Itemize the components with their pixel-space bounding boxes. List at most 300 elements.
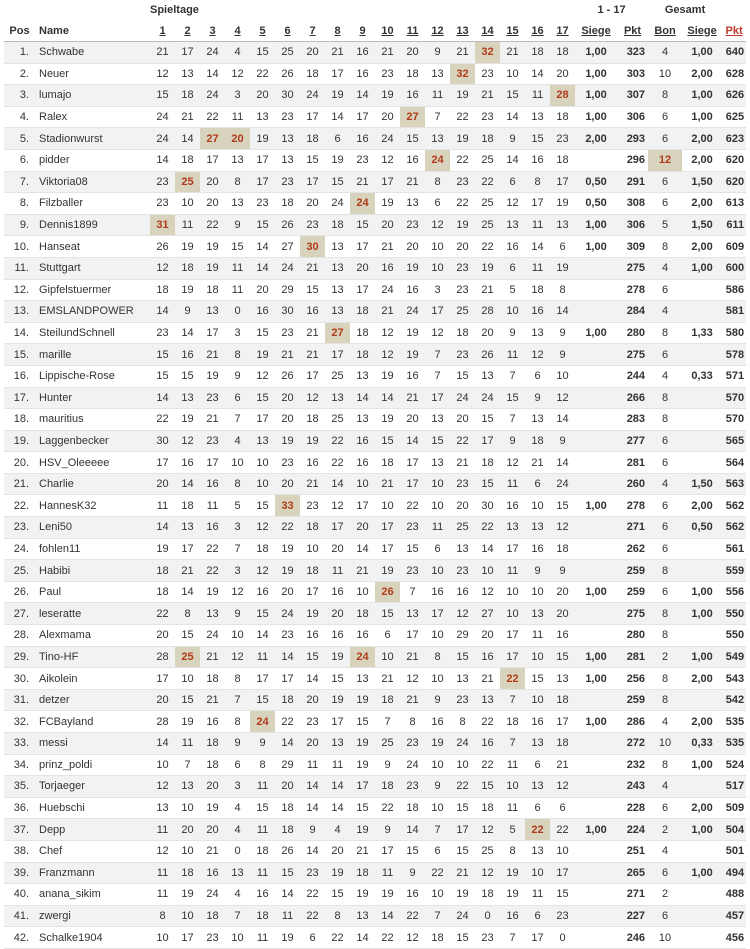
day-score-cell: 13	[550, 668, 575, 690]
day-score-cell: 20	[175, 819, 200, 841]
day-score-cell: 17	[450, 819, 475, 841]
total-points-cell: 600	[722, 257, 746, 279]
siege-total-cell: 1,00	[682, 603, 722, 625]
player-name-cell: Schalke1904	[35, 927, 150, 949]
day-score-cell: 21	[375, 236, 400, 258]
table-row	[4, 473, 746, 495]
day-score-cell: 14	[300, 668, 325, 690]
points-cell: 244	[617, 365, 648, 387]
day-score-cell: 8	[525, 171, 550, 193]
position-cell: 27.	[4, 603, 35, 625]
day-score-cell: 18	[500, 711, 525, 733]
points-cell: 306	[617, 106, 648, 128]
day-score-cell: 7	[175, 754, 200, 776]
day-score-cell: 24	[450, 905, 475, 927]
total-points-cell: 611	[722, 214, 746, 236]
day-score-cell: 10	[250, 473, 275, 495]
day-score-cell: 18	[300, 63, 325, 85]
day-score-cell: 12	[150, 840, 175, 862]
day-score-cell: 14	[250, 257, 275, 279]
day-score-cell: 18	[425, 927, 450, 949]
day-score-cell: 16	[350, 42, 375, 64]
table-row	[4, 301, 746, 323]
day-score-cell: 10	[525, 689, 550, 711]
day-score-cell: 20	[200, 171, 225, 193]
day-score-cell: 18	[525, 279, 550, 301]
player-name-cell: Alexmama	[35, 625, 150, 647]
day-score-cell: 20	[400, 409, 425, 431]
day-score-cell: 19	[275, 560, 300, 582]
day-score-cell: 16	[200, 517, 225, 539]
day-score-cell: 24	[550, 473, 575, 495]
day-score-cell: 17	[325, 344, 350, 366]
day-score-cell: 23	[275, 625, 300, 647]
day-score-cell: 9	[425, 689, 450, 711]
day-score-cell: 15	[300, 646, 325, 668]
day-score-cell: 17	[350, 236, 375, 258]
day-score-cell: 14	[325, 776, 350, 798]
day-score-cell: 15	[250, 495, 275, 517]
siege-cell	[575, 430, 617, 452]
day-score-cell: 25	[175, 171, 200, 193]
day-score-cell: 15	[325, 884, 350, 906]
day-score-cell: 28	[150, 711, 175, 733]
points-cell: 275	[617, 344, 648, 366]
day-score-cell: 17	[375, 171, 400, 193]
day-score-cell: 9	[225, 603, 250, 625]
player-name-cell: marille	[35, 344, 150, 366]
day-score-cell: 15	[250, 214, 275, 236]
day-score-cell: 20	[275, 581, 300, 603]
siege-cell: 1,00	[575, 581, 617, 603]
day-score-cell: 19	[325, 646, 350, 668]
position-cell: 10.	[4, 236, 35, 258]
day-score-cell: 20	[200, 193, 225, 215]
day-score-cell: 17	[350, 279, 375, 301]
day-score-cell: 22	[400, 495, 425, 517]
day-score-cell: 7	[500, 365, 525, 387]
day-score-cell: 23	[450, 279, 475, 301]
table-row	[4, 193, 746, 215]
day-score-cell: 27	[475, 603, 500, 625]
day-score-cell: 22	[500, 668, 525, 690]
day-score-cell: 31	[150, 214, 175, 236]
day-score-cell: 30	[475, 495, 500, 517]
day-score-cell: 23	[300, 214, 325, 236]
table-row	[4, 495, 746, 517]
day-score-cell: 29	[275, 279, 300, 301]
day-score-cell: 22	[275, 711, 300, 733]
siege-total-cell: 2,00	[682, 711, 722, 733]
day-score-cell: 17	[400, 452, 425, 474]
day-score-cell: 10	[350, 473, 375, 495]
day-score-cell: 21	[300, 257, 325, 279]
day-score-cell: 19	[450, 128, 475, 150]
day-score-cell: 20	[300, 42, 325, 64]
day-score-cell: 18	[475, 452, 500, 474]
day-score-cell: 22	[150, 409, 175, 431]
day-score-cell: 9	[425, 776, 450, 798]
points-cell: 265	[617, 862, 648, 884]
points-cell: 256	[617, 668, 648, 690]
day-score-cell: 14	[300, 797, 325, 819]
day-score-cell: 20	[250, 279, 275, 301]
bonus-cell: 4	[648, 840, 682, 862]
day-score-cell: 11	[325, 754, 350, 776]
day-score-cell: 18	[325, 214, 350, 236]
day-score-cell: 13	[350, 668, 375, 690]
day-score-cell: 17	[350, 776, 375, 798]
day-score-cell: 21	[175, 106, 200, 128]
day-score-cell: 14	[400, 819, 425, 841]
day-score-cell: 13	[525, 106, 550, 128]
col-day-12: 12	[425, 20, 450, 42]
day-score-cell: 6	[425, 538, 450, 560]
day-score-cell: 14	[175, 322, 200, 344]
player-name-cell: Gipfelstuermer	[35, 279, 150, 301]
day-score-cell: 23	[375, 63, 400, 85]
day-score-cell: 29	[275, 754, 300, 776]
total-points-cell: 501	[722, 840, 746, 862]
day-score-cell: 22	[450, 149, 475, 171]
day-score-cell: 14	[150, 301, 175, 323]
day-score-cell: 19	[275, 430, 300, 452]
day-score-cell: 15	[525, 128, 550, 150]
day-score-cell: 18	[475, 797, 500, 819]
bonus-cell: 6	[648, 171, 682, 193]
day-score-cell: 14	[275, 646, 300, 668]
day-score-cell: 16	[400, 365, 425, 387]
col-day-3: 3	[200, 20, 225, 42]
day-score-cell: 21	[350, 560, 375, 582]
day-score-cell: 10	[500, 581, 525, 603]
day-score-cell: 14	[200, 63, 225, 85]
day-score-cell: 18	[175, 862, 200, 884]
day-score-cell: 26	[275, 63, 300, 85]
day-score-cell: 6	[425, 840, 450, 862]
day-score-cell: 21	[200, 840, 225, 862]
day-score-cell: 18	[200, 279, 225, 301]
points-cell: 280	[617, 625, 648, 647]
day-score-cell: 9	[300, 819, 325, 841]
day-score-cell: 14	[275, 884, 300, 906]
player-name-cell: Schwabe	[35, 42, 150, 64]
day-score-cell: 7	[225, 409, 250, 431]
day-score-cell: 21	[450, 42, 475, 64]
day-score-cell: 15	[175, 365, 200, 387]
day-score-cell: 23	[400, 733, 425, 755]
day-score-cell: 17	[250, 171, 275, 193]
day-score-cell: 22	[475, 236, 500, 258]
day-score-cell: 23	[475, 927, 500, 949]
siege-cell	[575, 905, 617, 927]
day-score-cell: 15	[375, 430, 400, 452]
day-score-cell: 7	[425, 344, 450, 366]
day-score-cell: 13	[525, 603, 550, 625]
points-cell: 291	[617, 171, 648, 193]
day-score-cell: 8	[225, 344, 250, 366]
siege-total-cell: 2,00	[682, 149, 722, 171]
day-score-cell: 11	[250, 927, 275, 949]
day-score-cell: 7	[500, 409, 525, 431]
siege-cell	[575, 257, 617, 279]
day-score-cell: 7	[225, 689, 250, 711]
day-score-cell: 8	[400, 711, 425, 733]
siege-cell: 1,00	[575, 85, 617, 107]
day-score-cell: 23	[300, 862, 325, 884]
day-score-cell: 18	[550, 689, 575, 711]
player-name-cell: EMSLANDPOWER	[35, 301, 150, 323]
day-score-cell: 21	[400, 387, 425, 409]
day-score-cell: 17	[275, 668, 300, 690]
day-score-cell: 10	[525, 581, 550, 603]
day-score-cell: 24	[475, 387, 500, 409]
day-score-cell: 22	[375, 927, 400, 949]
points-cell: 228	[617, 797, 648, 819]
points-cell: 283	[617, 409, 648, 431]
day-score-cell: 9	[225, 214, 250, 236]
day-score-cell: 27	[400, 106, 425, 128]
day-score-cell: 15	[450, 365, 475, 387]
day-score-cell: 18	[275, 819, 300, 841]
day-score-cell: 20	[225, 128, 250, 150]
day-score-cell: 26	[475, 344, 500, 366]
total-points-cell: 581	[722, 301, 746, 323]
day-score-cell: 14	[525, 63, 550, 85]
player-name-cell: Lippische-Rose	[35, 365, 150, 387]
day-score-cell: 14	[350, 538, 375, 560]
day-score-cell: 8	[150, 905, 175, 927]
siege-total-cell: 1,00	[682, 862, 722, 884]
day-score-cell: 21	[275, 344, 300, 366]
day-score-cell: 8	[500, 840, 525, 862]
day-score-cell: 11	[250, 862, 275, 884]
day-score-cell: 11	[425, 85, 450, 107]
total-points-cell: 559	[722, 560, 746, 582]
day-score-cell: 19	[300, 603, 325, 625]
day-score-cell: 15	[450, 927, 475, 949]
day-score-cell: 15	[400, 128, 425, 150]
bonus-cell: 10	[648, 63, 682, 85]
bonus-cell: 6	[648, 905, 682, 927]
day-score-cell: 24	[150, 128, 175, 150]
day-score-cell: 16	[200, 473, 225, 495]
day-score-cell: 21	[500, 42, 525, 64]
points-cell: 243	[617, 776, 648, 798]
day-score-cell: 10	[450, 754, 475, 776]
day-score-cell: 8	[250, 754, 275, 776]
day-score-cell: 26	[275, 365, 300, 387]
day-score-cell: 5	[225, 495, 250, 517]
day-score-cell: 16	[175, 452, 200, 474]
day-score-cell: 13	[175, 517, 200, 539]
day-score-cell: 10	[175, 905, 200, 927]
day-score-cell: 7	[400, 581, 425, 603]
day-score-cell: 19	[325, 85, 350, 107]
day-score-cell: 7	[500, 927, 525, 949]
day-score-cell: 23	[200, 927, 225, 949]
day-score-cell: 14	[150, 733, 175, 755]
day-score-cell: 20	[475, 625, 500, 647]
day-score-cell: 13	[550, 214, 575, 236]
points-cell: 281	[617, 452, 648, 474]
day-score-cell: 14	[325, 106, 350, 128]
day-score-cell: 13	[450, 538, 475, 560]
day-score-cell: 12	[400, 668, 425, 690]
table-row	[4, 797, 746, 819]
day-score-cell: 20	[300, 193, 325, 215]
table-row	[4, 409, 746, 431]
day-score-cell: 5	[500, 279, 525, 301]
day-score-cell: 16	[400, 279, 425, 301]
day-score-cell: 22	[325, 452, 350, 474]
total-points-cell: 524	[722, 754, 746, 776]
table-row	[4, 646, 746, 668]
day-score-cell: 16	[525, 711, 550, 733]
day-score-cell: 13	[200, 301, 225, 323]
ranking-table	[4, 0, 746, 949]
position-cell: 1.	[4, 42, 35, 64]
bonus-cell: 4	[648, 776, 682, 798]
day-score-cell: 23	[450, 257, 475, 279]
day-score-cell: 18	[300, 517, 325, 539]
siege-cell: 1,00	[575, 322, 617, 344]
total-points-cell: 570	[722, 409, 746, 431]
player-name-cell: Habibi	[35, 560, 150, 582]
day-score-cell: 11	[150, 884, 175, 906]
day-score-cell: 15	[175, 625, 200, 647]
day-score-cell: 18	[200, 905, 225, 927]
siege-cell	[575, 560, 617, 582]
day-score-cell: 16	[450, 581, 475, 603]
day-score-cell: 22	[325, 927, 350, 949]
day-score-cell: 15	[375, 603, 400, 625]
day-score-cell: 16	[325, 625, 350, 647]
day-score-cell: 22	[300, 905, 325, 927]
siege-cell	[575, 689, 617, 711]
day-score-cell: 12	[375, 344, 400, 366]
table-row	[4, 63, 746, 85]
day-score-cell: 19	[350, 733, 375, 755]
player-name-cell: Paul	[35, 581, 150, 603]
total-points-cell: 626	[722, 85, 746, 107]
points-cell: 271	[617, 884, 648, 906]
day-score-cell: 16	[350, 452, 375, 474]
points-cell: 232	[617, 754, 648, 776]
day-score-cell: 12	[425, 214, 450, 236]
day-score-cell: 8	[425, 646, 450, 668]
col-day-14: 14	[475, 20, 500, 42]
day-score-cell: 0	[550, 927, 575, 949]
siege-total-cell	[682, 560, 722, 582]
table-row	[4, 214, 746, 236]
day-score-cell: 15	[250, 603, 275, 625]
day-score-cell: 10	[500, 776, 525, 798]
points-cell: 246	[617, 927, 648, 949]
day-score-cell: 15	[150, 85, 175, 107]
position-cell: 35.	[4, 776, 35, 798]
day-score-cell: 10	[525, 862, 550, 884]
day-score-cell: 12	[300, 387, 325, 409]
total-points-cell: 535	[722, 711, 746, 733]
day-score-cell: 13	[175, 63, 200, 85]
day-score-cell: 19	[200, 365, 225, 387]
day-score-cell: 11	[525, 625, 550, 647]
bonus-cell: 4	[648, 257, 682, 279]
day-score-cell: 19	[500, 884, 525, 906]
day-score-cell: 18	[550, 733, 575, 755]
day-score-cell: 18	[300, 128, 325, 150]
day-score-cell: 15	[250, 797, 275, 819]
day-score-cell: 22	[450, 193, 475, 215]
day-score-cell: 13	[525, 409, 550, 431]
day-score-cell: 22	[450, 106, 475, 128]
day-score-cell: 17	[250, 668, 275, 690]
siege-total-cell	[682, 344, 722, 366]
day-score-cell: 16	[300, 625, 325, 647]
day-score-cell: 11	[525, 214, 550, 236]
day-score-cell: 18	[375, 776, 400, 798]
col-pkt-total: Pkt	[722, 20, 746, 42]
total-points-cell: 543	[722, 668, 746, 690]
bonus-cell: 2	[648, 646, 682, 668]
bonus-cell: 8	[648, 689, 682, 711]
bonus-cell: 4	[648, 42, 682, 64]
day-score-cell: 19	[175, 884, 200, 906]
day-score-cell: 23	[150, 193, 175, 215]
player-name-cell: Hanseat	[35, 236, 150, 258]
day-score-cell: 11	[275, 905, 300, 927]
table-row	[4, 322, 746, 344]
position-cell: 36.	[4, 797, 35, 819]
day-score-cell: 10	[300, 538, 325, 560]
col-day-4: 4	[225, 20, 250, 42]
day-score-cell: 30	[275, 85, 300, 107]
day-score-cell: 8	[225, 668, 250, 690]
day-score-cell: 11	[500, 797, 525, 819]
points-cell: 266	[617, 387, 648, 409]
spieltage-heading: Spieltage	[150, 4, 199, 16]
points-cell: 260	[617, 473, 648, 495]
siege-cell: 1,00	[575, 711, 617, 733]
day-score-cell: 13	[525, 840, 550, 862]
day-score-cell: 19	[375, 85, 400, 107]
day-score-cell: 30	[275, 301, 300, 323]
day-score-cell: 10	[425, 754, 450, 776]
siege-total-cell	[682, 689, 722, 711]
siege-cell	[575, 754, 617, 776]
day-score-cell: 11	[225, 106, 250, 128]
day-score-cell: 11	[525, 85, 550, 107]
day-score-cell: 20	[300, 689, 325, 711]
day-score-cell: 7	[375, 711, 400, 733]
position-cell: 42.	[4, 927, 35, 949]
position-cell: 23.	[4, 517, 35, 539]
day-score-cell: 13	[425, 128, 450, 150]
day-score-cell: 21	[450, 862, 475, 884]
siege-cell	[575, 344, 617, 366]
day-score-cell: 10	[425, 560, 450, 582]
day-score-cell: 10	[550, 840, 575, 862]
player-name-cell: anana_sikim	[35, 884, 150, 906]
day-score-cell: 3	[225, 85, 250, 107]
player-name-cell: messi	[35, 733, 150, 755]
siege-cell	[575, 733, 617, 755]
siege-total-cell: 2,00	[682, 668, 722, 690]
day-score-cell: 12	[475, 862, 500, 884]
day-score-cell: 26	[275, 840, 300, 862]
day-score-cell: 20	[275, 387, 300, 409]
